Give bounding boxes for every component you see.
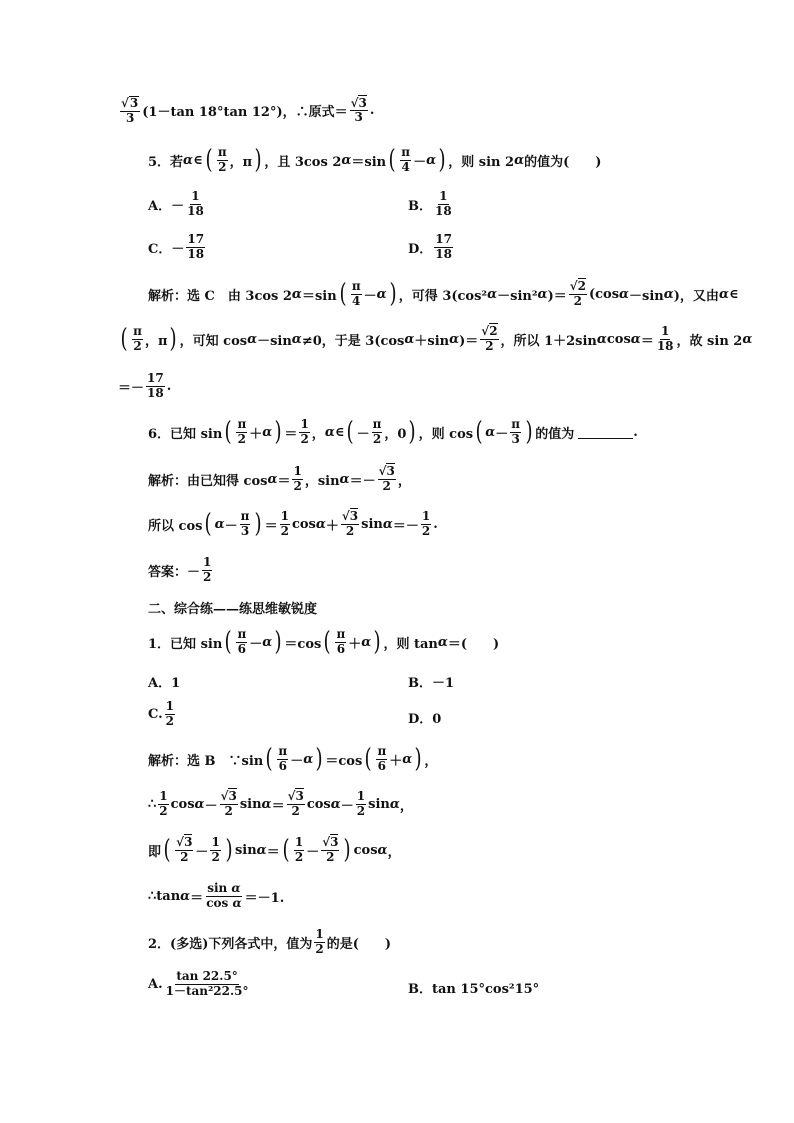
- q5-solution-3: ＝－ $\frac{17}{18}$ .: [118, 371, 172, 400]
- q5-option-d: D． $\frac{17}{18}$: [408, 232, 452, 261]
- p2-option-a: A. $\frac{\tan 22.5^\circ}{\text{1－tan²22.5°}}$: [148, 969, 249, 998]
- p1-solution-1: 解析：选 B ∵sin ( $\frac{\pi}{6}$ － α ) ＝cos ( $\frac{\pi}{6}$ ＋ α ) ，: [148, 744, 438, 775]
- p1-option-c: C. $\frac{1}{2}$: [148, 699, 175, 728]
- p1-option-a: A．1: [148, 676, 181, 691]
- q5-solution-2: ( $\frac{\pi}{2}$ ，π ) ，可知 cos α －sin α ≠0，于是 3(cos α ＋sin α )＝ $\frac{√2}{2}$ ，所以 1＋2sin α cos α ＝ $\frac{1}{18}$ ，故 sin 2 α: [120, 324, 753, 355]
- q6-answer: 答案：－ $\frac{1}{2}$: [148, 555, 212, 584]
- question-6: 6．已知 sin ( $\frac{\pi}{2}$ ＋ α ) ＝ $\frac{1}{2}$ ， α ∈ ( － $\frac{\pi}{2}$ ，0 ) ，则 cos ( α － $\frac{\pi}{3}$ ) 的值为 .: [148, 417, 638, 448]
- q5-option-b: B． $\frac{1}{18}$: [408, 189, 452, 218]
- p2-option-b: B．tan 15°cos²15°: [408, 982, 540, 997]
- q6-solution-1: 解析：由已知得 cos α ＝ $\frac{1}{2}$ ，sin α ＝－ $\frac{√3}{2}$ ，: [148, 464, 411, 493]
- problem-2: 2．(多选)下列各式中，值为 $\frac{1}{2}$ 的是( ): [148, 927, 392, 956]
- q5-option-c: C．－ $\frac{17}{18}$: [148, 232, 205, 261]
- answer-blank: [578, 426, 633, 439]
- p1-solution-4: ∴tan α ＝ $\frac{\text{sin α}}{\text{cos α}}$ ＝－1.: [148, 881, 285, 910]
- question-5: 5．若 α ∈ ( $\frac{\pi}{2}$ ，π ) ，且 3cos 2 α ＝sin ( $\frac{\pi}{4}$ － α ) ，则 sin 2 α 的值为( ): [148, 145, 602, 176]
- p1-solution-2: ∴ $\frac{1}{2}$ cos α － $\frac{√3}{2}$ sin α ＝ $\frac{√3}{2}$ cos α － $\frac{1}{2}$ sin α ，: [148, 789, 413, 818]
- line-1: √ 3 3 (1－tan 18°tan 12°)，∴原式＝ $\frac{√3}{3}$ .: [121, 95, 375, 125]
- p1-option-b: B．－1: [408, 676, 455, 691]
- p1-option-d: D．0: [408, 712, 442, 727]
- section-2-title: 二、综合练——练思维敏锐度: [148, 602, 318, 617]
- problem-1: 1．已知 sin ( $\frac{\pi}{6}$ － α ) ＝cos ( $\frac{\pi}{6}$ ＋ α ) ，则 tan α ＝( ): [148, 627, 500, 658]
- p1-solution-3: 即 ( $\frac{√3}{2}$ － $\frac{1}{2}$ ) sin α ＝ ( $\frac{1}{2}$ － $\frac{√3}{2}$ ) cos α ，: [148, 835, 401, 866]
- q6-solution-2: 所以 cos ( α － $\frac{\pi}{3}$ ) ＝ $\frac{1}{2}$ cos α ＋ $\frac{√3}{2}$ sin α ＝－ $\frac{1}{2}$ .: [148, 509, 438, 540]
- q5-solution-1: 解析：选 C 由 3cos 2 α ＝sin ( $\frac{\pi}{4}$ － α ) ，可得 3(cos² α －sin² α )＝ $\frac{√2}{2}$ (cos α －sin α )，又由 α ∈: [148, 279, 739, 310]
- q5-option-a: A．－ $\frac{1}{18}$: [148, 189, 204, 218]
